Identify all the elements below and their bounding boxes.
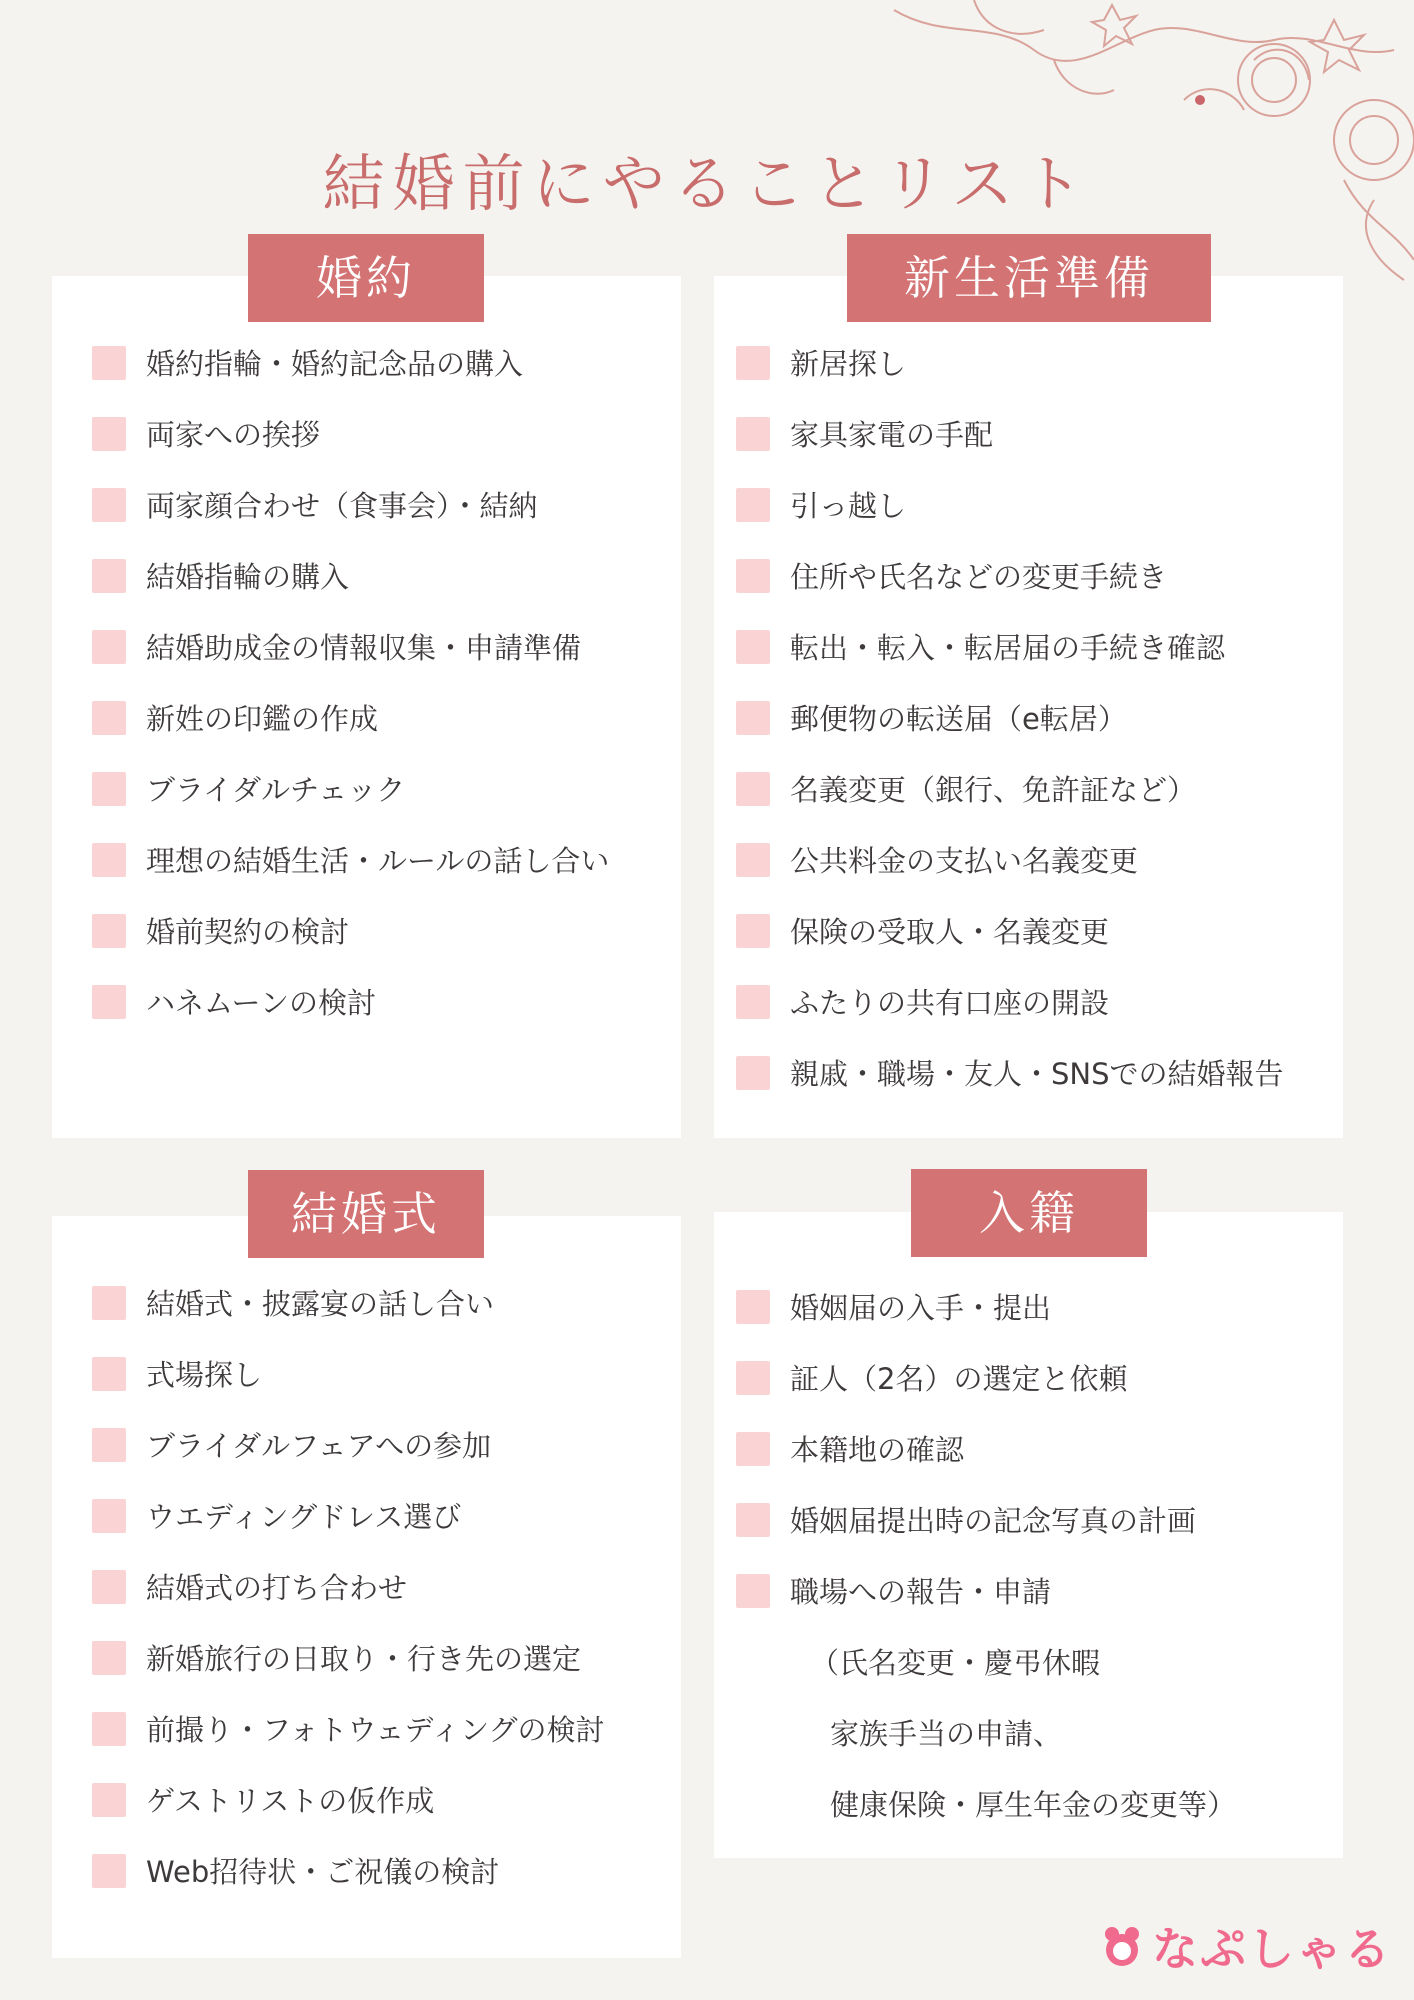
item-label: ブライダルチェック <box>146 773 406 807</box>
brand-logo <box>1100 1916 1392 1976</box>
checklist-wedding <box>92 1267 661 1906</box>
list-item <box>92 1267 661 1338</box>
checkbox[interactable] <box>92 630 126 664</box>
list-item <box>92 1409 661 1480</box>
item-label: ハネムーンの検討 <box>146 986 376 1020</box>
list-item <box>736 966 1323 1037</box>
item-label: 本籍地の確認 <box>790 1433 965 1467</box>
item-label: 親戚・職場・友人・SNSでの結婚報告 <box>790 1057 1284 1091</box>
list-item <box>736 611 1323 682</box>
list-item <box>736 1555 1323 1626</box>
list-item <box>736 1413 1323 1484</box>
checkbox[interactable] <box>92 1286 126 1320</box>
checkbox[interactable] <box>736 701 770 735</box>
item-label: 結婚助成金の情報収集・申請準備 <box>146 631 582 665</box>
checkbox[interactable] <box>92 701 126 735</box>
list-item <box>736 895 1323 966</box>
section-engagement <box>52 251 681 1138</box>
checkbox[interactable] <box>736 417 770 451</box>
list-item <box>92 327 661 398</box>
list-item <box>736 1342 1323 1413</box>
list-item <box>736 1037 1323 1108</box>
list-item <box>92 540 661 611</box>
checkbox[interactable] <box>736 1432 770 1466</box>
checkbox[interactable] <box>92 346 126 380</box>
item-label: 職場への報告・申請 <box>790 1575 1052 1609</box>
item-label: 結婚式の打ち合わせ <box>146 1571 408 1605</box>
section-wedding <box>52 1187 681 1958</box>
list-item <box>92 1693 661 1764</box>
item-label: 前撮り・フォトウェディングの検討 <box>146 1713 605 1747</box>
item-label: ウエディングドレス選び <box>146 1500 462 1534</box>
checkbox[interactable] <box>92 1854 126 1888</box>
item-label: 引っ越し <box>790 489 907 523</box>
item-label: 新婚旅行の日取り・行き先の選定 <box>146 1642 582 1676</box>
logo-text: なぷしゃる <box>1152 1922 1392 1976</box>
checklist-engagement <box>92 327 661 1037</box>
list-item <box>92 895 661 966</box>
list-item <box>92 398 661 469</box>
checkbox[interactable] <box>92 914 126 948</box>
list-item <box>92 1551 661 1622</box>
item-label: ゲストリストの仮作成 <box>146 1784 435 1818</box>
list-item <box>736 753 1323 824</box>
checkbox[interactable] <box>92 985 126 1019</box>
item-label: 新居探し <box>790 347 907 381</box>
item-label: 住所や氏名などの変更手続き <box>790 560 1168 594</box>
list-item <box>736 1484 1323 1555</box>
list-item <box>92 824 661 895</box>
list-item <box>92 1835 661 1906</box>
list-item <box>92 966 661 1037</box>
checklist-registration <box>736 1271 1323 1839</box>
item-label: 両家顔合わせ（食事会）・結納 <box>146 489 538 523</box>
checkbox[interactable] <box>92 1641 126 1675</box>
checkbox[interactable] <box>92 417 126 451</box>
checkbox[interactable] <box>736 1056 770 1090</box>
item-label: 公共料金の支払い名義変更 <box>790 844 1139 878</box>
section-registration <box>714 1186 1343 1858</box>
list-item <box>736 682 1323 753</box>
list-item <box>92 611 661 682</box>
checkbox[interactable] <box>736 1290 770 1324</box>
item-label: ブライダルフェアへの参加 <box>146 1429 492 1463</box>
list-item <box>92 1338 661 1409</box>
section-new-life <box>714 251 1343 1138</box>
list-item <box>736 327 1323 398</box>
item-label: 転出・転入・転居届の手続き確認 <box>790 631 1226 665</box>
item-label: 婚姻届の入手・提出 <box>790 1291 1052 1325</box>
checkbox[interactable] <box>736 346 770 380</box>
list-item <box>92 1480 661 1551</box>
checkbox[interactable] <box>736 914 770 948</box>
section-header-engagement: 婚約 <box>248 234 484 322</box>
list-item <box>736 540 1323 611</box>
checkbox[interactable] <box>92 843 126 877</box>
checkbox[interactable] <box>736 488 770 522</box>
checkbox[interactable] <box>92 1499 126 1533</box>
list-item <box>92 1764 661 1835</box>
page-title: 結婚前にやることリスト <box>322 146 1092 220</box>
section-header-new-life: 新生活準備 <box>847 234 1211 322</box>
checkbox[interactable] <box>736 1574 770 1608</box>
checkbox[interactable] <box>92 772 126 806</box>
item-label: 結婚指輪の購入 <box>146 560 350 594</box>
checklist-new-life <box>736 327 1323 1108</box>
item-label: 証人（2名）の選定と依頼 <box>790 1362 1128 1396</box>
checkbox[interactable] <box>92 1783 126 1817</box>
note-line: （氏名変更・慶弔休暇 <box>810 1646 1101 1680</box>
list-item <box>92 1622 661 1693</box>
item-label: 式場探し <box>146 1358 263 1392</box>
checkbox[interactable] <box>92 1428 126 1462</box>
section-header-wedding: 結婚式 <box>248 1170 484 1258</box>
item-label: 新姓の印鑑の作成 <box>146 702 379 736</box>
checkbox[interactable] <box>92 1357 126 1391</box>
item-label: 名義変更（銀行、免許証など） <box>790 773 1197 807</box>
item-label: 婚姻届提出時の記念写真の計画 <box>790 1504 1197 1538</box>
checkbox[interactable] <box>736 985 770 1019</box>
checkbox[interactable] <box>736 772 770 806</box>
item-label: 保険の受取人・名義変更 <box>790 915 1110 949</box>
note-line: 家族手当の申請、 <box>830 1717 1063 1751</box>
item-label: 両家への挨拶 <box>146 418 321 452</box>
checkbox[interactable] <box>736 559 770 593</box>
item-label: ふたりの共有口座の開設 <box>790 986 1110 1020</box>
list-item <box>736 1271 1323 1342</box>
checkbox[interactable] <box>736 1361 770 1395</box>
list-item <box>92 682 661 753</box>
checkbox[interactable] <box>736 630 770 664</box>
list-item <box>92 469 661 540</box>
item-label: 郵便物の転送届（e転居） <box>790 702 1127 736</box>
checkbox[interactable] <box>736 843 770 877</box>
section-header-registration: 入籍 <box>911 1169 1147 1257</box>
list-item <box>736 824 1323 895</box>
item-label: 家具家電の手配 <box>790 418 994 452</box>
note-line: 健康保険・厚生年金の変更等） <box>830 1788 1237 1822</box>
checkbox[interactable] <box>92 1570 126 1604</box>
list-item <box>92 753 661 824</box>
item-label: 婚約指輪・婚約記念品の購入 <box>146 347 524 381</box>
checkbox[interactable] <box>92 1712 126 1746</box>
checkbox[interactable] <box>92 559 126 593</box>
item-label: Web招待状・ご祝儀の検討 <box>146 1855 500 1889</box>
item-label: 結婚式・披露宴の話し合い <box>146 1287 495 1321</box>
list-item <box>736 469 1323 540</box>
item-label: 理想の結婚生活・ルールの話し合い <box>146 844 610 878</box>
item-label: 婚前契約の検討 <box>146 915 350 949</box>
checkbox[interactable] <box>92 488 126 522</box>
bear-icon <box>1100 1924 1144 1968</box>
checkbox[interactable] <box>736 1503 770 1537</box>
list-item <box>736 398 1323 469</box>
